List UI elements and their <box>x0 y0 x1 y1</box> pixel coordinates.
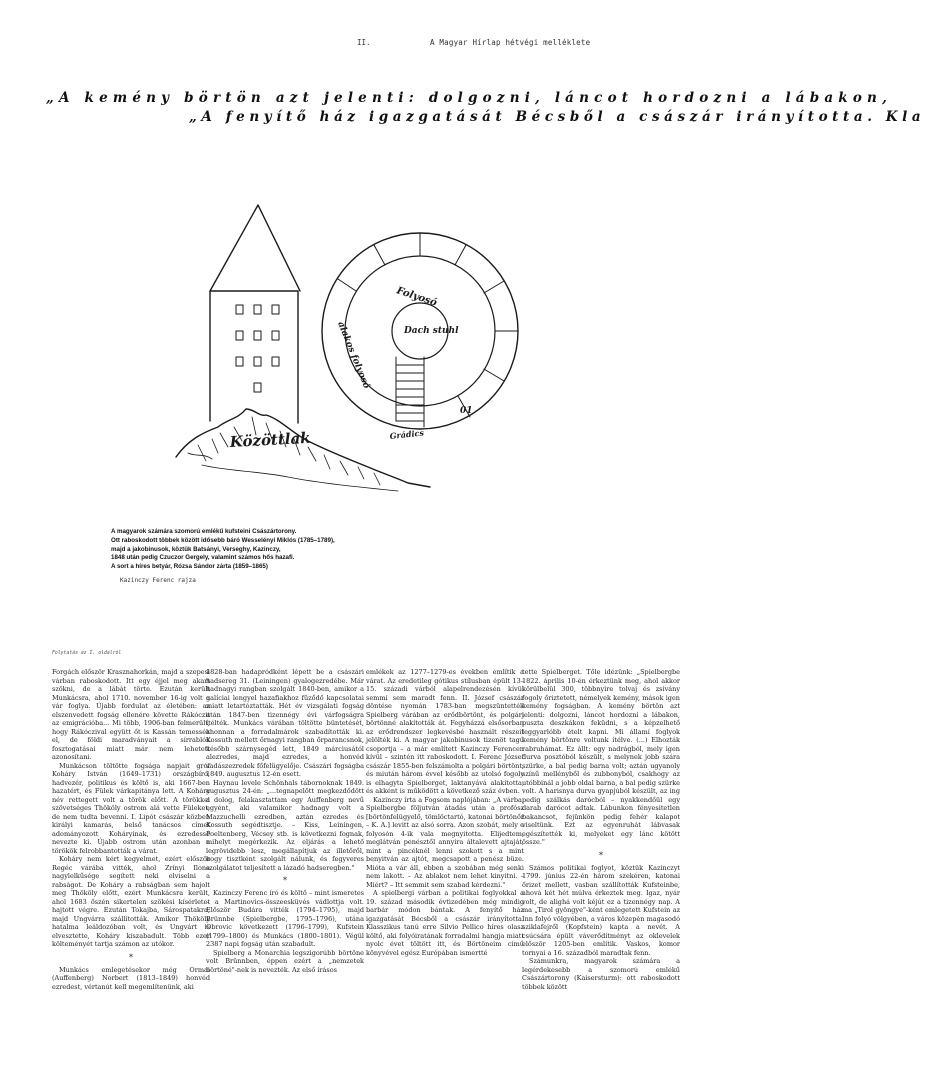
pull-quote-line-2: „A fenyítő ház igazgatását Bécsből a császár irányította. Kla <box>189 109 925 125</box>
tower-windows <box>236 305 279 392</box>
article-paragraph: Haynau levele Schönhals tábornoknak 1849. augusztus 24-én: „...tegnapelőtt megkezdődött a dolog, felakasztattam egy Auffenberg nevű egyént, aki valamikor hadnagy volt a Mazzuchelli ezredben, aztán ezredes és Kossuth segédtisztje. – Kiss, Leiningen, Poeltenberg, Vécsey stb. is következni fognak, mihelyt megérkezik. Az eljárás a lehető legrövidebb lesz, megállapítjuk az illetőről, hogy tisztként szolgált nálunk, és fegyveres szolgálatot teljesített a lázadó hadseregben." <box>206 778 364 872</box>
article-paragraph: emlékek az 1277–1279-es években említik a várat. Az eredetileg gótikus stílusban épült 13–15. századi várból alapelrendezésén kívül semmi sem maradt fenn. II. József császár döntése nyomán 1783-ban megszüntették Spielberg várában az erődbörtönt, és polgári börtönné alakították át. Fegyházzá elsősorban az erődrendszer legkevésbé használt részeit jelölték ki. A magyar jakobinusok tizenöt tagú csoportja – a már említett Kazinczy Ferencen kívül – szintén itt raboskodott. I. Ferenc József császár 1855-ben felszámolta a polgári börtönt, és miután három évvel később az utolsó fogoly is elhagyta Spielberget, laktanyává alakította, és akként is működött a következő száz évben. <box>366 668 524 795</box>
stairs <box>396 357 424 427</box>
article-paragraph: Számos politikai foglyot, köztük Kazinczyt 1799. június 22-én három szekéren, katonai őrizet mellett, vasban szállították Kufsteinbe, ahová két hét múlva érkeztek meg. Igaz, nyár volt, de alighá volt kéjút ez a tizennégy nap. A ma „Tirol gyöngye"-ként emlegetett Kufstein az Inn folyó völgyében, a város közepén magasodó sziklafejről (Kopfstein) kapta a nevét. A csúcsára épült váverődítményt az oklevelek először 1205-ben említik. Vaskos, komor tornyai a 16. századból maradtak fenn. <box>522 863 680 957</box>
article-column-2 <box>206 668 364 1072</box>
article-paragraph: Számunkra, magyarok számára a legérdekesebb a szomorú emlékű Császártorony (Kaisersturm): ott raboskodott többek között <box>522 957 680 991</box>
article-paragraph: Koháry nem kért kegyelmet, ezért először Regéc várába vitték, ahol Zrínyi Ilona nagylelkűsége segített neki elviselni a rabságot. De Koháry a rabságban sem hajolt meg Thököly előtt, ezért Munkácsra került, ahol 1683 őszén sikertelen szökési kísérletet hajtott végre. Ezután Tokajba, Sárospatakra, majd Ungvárra szállították. Amikor Thököly hatalma leáldozóban volt, és Ungvárt is elvesztette, Koháry kiszabadult. Több ezer költeményét tartja számon az utókor. <box>52 855 210 948</box>
article-paragraph: Kazinczy írta a Fogsom naplójában: „A várba, Spielbergbe följutván átadás után a profósz [börtönfelügyelő, tömlöctartó, katonai börtönőr – K. A.] levitt az alsó sorra. Azon szobát, mely e folyosón 4-ik vala megnyitotta. Elijedtem, meglátván penésztől annyira általevett ajtaját, mint a pincéknél lenni szokott s a mint benyitván az ajtót, megcsapott a penész büze. Mióta a vár áll, ebben a szobában még senki nem lakott. – Az ablakot nem lehet kinyitni. – Miért? – Itt semmit sem szabad kérdezni." <box>366 795 524 889</box>
illustration-credit: Kazinczy Ferenc rajza <box>120 577 196 584</box>
article-paragraph: Munkácson töltötte fogsága napjait gróf Koháry István (1649–1731) országbíró, hadvezér, politikus és költő is, aki 1667-ben hazatért, és Fülek várkapitánya lett. A Koháry név rettegett volt a török előtt. A törökkel szövetséges Thököly ostrom alá vette Füleket, de nem tudta bevenni. I. Lipót császár közben királyi kamarás, belső tanácsos címet adományozott Koháryinak, és ezredessé nevezte ki. Újabb ostrom után azonban a törökök felrobbantották a várat. <box>52 761 210 855</box>
drawing-label-bottom: Közöttlak <box>229 428 312 451</box>
cell-dividers <box>338 233 518 417</box>
section-separator: * <box>599 850 603 860</box>
drawing-label-inner: Folyosó <box>395 285 439 309</box>
drawing-label-cell: 01 <box>460 406 473 416</box>
page-number: II. <box>357 38 371 47</box>
figure-caption <box>111 528 551 572</box>
caption-line: Ott raboskodott többek között idősebb báró Wesselényi Miklós (1785–1789), <box>111 536 335 544</box>
article-paragraph: Spielberg a Monarchia legszigorúbb börtöne volt Brünnben, éppen ezért a „nemzetek börtöné"-nek is nevezték. Az első írásos <box>206 948 364 974</box>
drawing-label-ring: alakos folyosó <box>335 320 372 391</box>
article-paragraph: Munkács emlegetésekor még Ormai (Auffenberg) Norbert (1813–1849) honvéd ezredest, vértanút kell megemlítenünk, aki <box>52 965 210 991</box>
caption-line: A sort a híres betyár, Rózsa Sándor zárta (1859–1865) <box>111 563 268 571</box>
caption-line: majd a jakobinusok, köztük Batsányi, Verseghy, Kazinczy, <box>111 545 281 553</box>
page-header <box>357 38 720 50</box>
article-paragraph: Kazinczy Ferenc író és költő – mint ismeretes – a Martinovics-összeesküvés vádlottja volt. Először Budára vitték (1794–1795), majd Brünnbe (Spielbergbe, 1795–1796), utána Obrovic következett (1796–1799), Kufstein (1799–1800) és Munkács (1800–1801). Végül 2387 napi fogság után szabadult. <box>206 889 364 948</box>
publication-name: A Magyar Hírlap hétvégi melléklete <box>430 38 591 47</box>
section-separator: * <box>283 876 287 885</box>
article-paragraph: Forgách először Krasznahorkán, majd a szepesi várban raboskodott. Itt egy éjjel meg akart szökni, de a lábát törte. Ezután került Munkácsra, ahol 1710. november 16-ig volt a vár foglya. Újabb fordulat az életében: az elszenvedett fogság ellenére követte Rákóczit az emigrációba... Mi több, 1906-ban felmerült, hogy Rákóczival együtt őt is Kassán temessék el, de földi maradványait a sírrablók fosztogatásai miatt már nem lehetett azonosítani. <box>52 668 210 761</box>
caption-line: A magyarok számára szomorú emlékű kufsteini Császártorony. <box>111 528 297 535</box>
article-paragraph: tette Spielberget. Tőle idézünk: „Spielbergbe 1822. április 10-én érkeztünk meg, ahol akkor körülbelül 300, többnyire tolvaj és zsivány fogoly őriztetett, némelyek kemény, mások igen kemény fogságban. A kemény börtön azt jelenti: dolgozni, láncot hordozni a lábakon, puszta deszkákon feküdni, s a képzelhető leggyarlóbb ételt kapni. Mi államí foglyok kemény börtönre voltunk ítélve. (...) Elhozták rabruhámat. Ez állt: egy nadrágból, mely igen durva posztóból készült, s melynek jobb szára szürke, a bal pedig barna volt; aztán ugyanoly színű mellényből és zubbonyból, csakhogy az utóbbinál a jobb oldal barna, a bal pedig szürke volt. A harisnya durva gyapjúból készült, az ing pedig szálkás darócból – nyakkendőül egy darab darócot adtak. Lábunkon fényesitetlen bakancsot, fejünkön pedig fehér kalapot viseltünk. Ezt az egyenruhát lábvasak egészítették ki, melyeket egy lánc kötött össze." <box>522 668 680 846</box>
article-paragraph: 1828-ban hadapródként lépett be a császári hadsereg 31. (Leiningen) gyalogezredébe. Már hadnagyi rangban szolgált 1840-ben, amikor a galíciai lengyel hazafiakhoz fűződő kapcsolatai miatt letartóztatták. Hét év vizsgálati fogság után 1847-ben tizennégy évi várfogságra ítélték. Munkács várában töltötte büntetését, ahonnan a forradalmárok szabadították ki. Kossuth mellett őrnagyi rangban őrparancsnok, később szárnysegéd lett, 1849 márciusától alezredes, majd ezredes, a honvéd vadászezredek főfelügyelője. Császári fogságba 1849. augusztus 12-én esett. <box>206 668 364 778</box>
continued-note: Folytatás az I. oldalról <box>52 651 122 656</box>
caption-line: 1848 után pedig Czuczor Gergely, valamint számos hős hazafi. <box>111 554 295 562</box>
kufstein-tower-drawing <box>168 195 552 509</box>
pull-quote-line-1: „A kemény börtön azt jelenti: dolgozni, láncot hordozni a lábakon, <box>46 90 892 106</box>
article-column-3 <box>366 668 524 1072</box>
article-column-4 <box>522 668 680 1072</box>
section-separator: * <box>129 952 133 962</box>
tower-roof <box>210 205 300 291</box>
rock-outline <box>176 409 430 487</box>
drawing-label-stairs: Grádics <box>389 427 425 441</box>
article-column-1 <box>52 668 210 1072</box>
article-paragraph: A spielbergi várban a politikai foglyokkal a 19. század második évtizedében még mindig barbár módon bántak. A fenyítő ház igazgatását Bécsből a császár irányította. Klasszikus tanú erre Silvio Pellico híres olasz költő, aki folyóiratának forradalmi hangja miatt nyolc évet töltött itt, és Börtöneim című könyvével egész Európában ismertté <box>366 889 524 957</box>
drawing-label-center: Dach stuhl <box>404 326 459 336</box>
